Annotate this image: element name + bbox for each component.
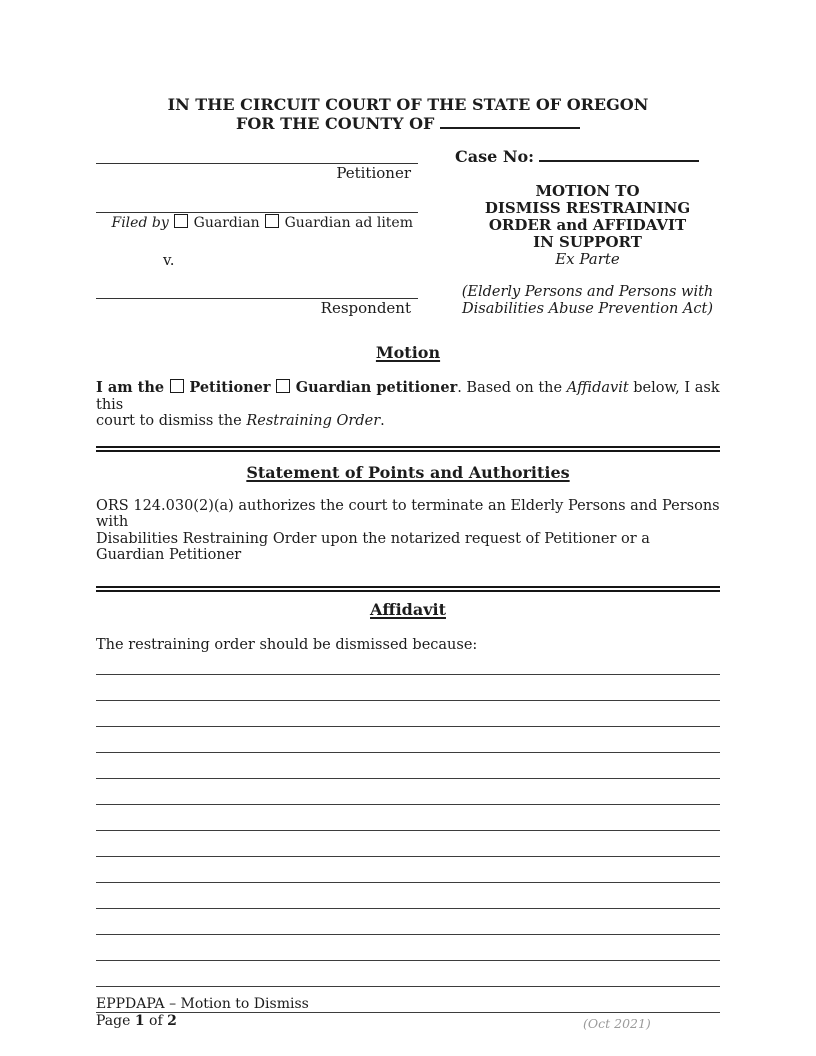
affidavit-prompt: The restraining order should be dismissed because:	[96, 636, 478, 653]
document-title	[455, 183, 720, 251]
restraining-order-word: Restraining Order	[246, 413, 381, 429]
page-number-row	[96, 1013, 720, 1030]
act-name-line2: Disabilities Abuse Prevention Act)	[462, 300, 713, 317]
statement-line2: Disabilities Restraining Order upon the notarized request of Petitioner or a Guardian Petitioner	[96, 530, 650, 563]
statement-paragraph	[96, 498, 720, 564]
of-word: of	[149, 1013, 163, 1029]
motion-period: .	[380, 413, 385, 429]
section-divider-2	[96, 586, 720, 592]
motion-line2-start: court to dismiss the	[96, 413, 242, 429]
act-name-line1: (Elderly Persons and Persons with	[461, 284, 714, 300]
affidavit-blank-line[interactable]	[96, 935, 720, 961]
motion-text-after-options: . Based on the	[457, 380, 563, 396]
guardian-petitioner-option-label: Guardian petitioner	[295, 379, 458, 396]
ex-parte-label: Ex Parte	[555, 250, 620, 268]
case-caption	[96, 147, 720, 317]
motion-paragraph	[96, 379, 720, 430]
affidavit-blank-line[interactable]	[96, 909, 720, 935]
affidavit-lines	[96, 654, 720, 1013]
title-line-4: IN SUPPORT	[533, 233, 642, 251]
revision-date: (Oct 2021)	[583, 1016, 651, 1031]
case-number-row	[455, 147, 720, 166]
versus-label: v.	[163, 251, 175, 269]
filed-by-row	[96, 213, 418, 233]
title-line-2: DISMISS RESTRAINING	[484, 199, 691, 217]
affidavit-word: Affidavit	[566, 380, 629, 396]
page-word: Page	[96, 1013, 131, 1029]
filed-by-label: Filed by	[111, 215, 169, 231]
court-header	[96, 95, 720, 133]
case-no-label: Case No:	[455, 147, 535, 166]
caption-parties	[96, 147, 418, 317]
guardian-label: Guardian	[193, 215, 260, 231]
court-header-line2	[96, 114, 720, 133]
affidavit-blank-line[interactable]	[96, 779, 720, 805]
affidavit-heading: Affidavit	[370, 599, 446, 619]
form-id: EPPDAPA – Motion to Dismiss	[96, 996, 309, 1012]
title-line-3: ORDER and AFFIDAVIT	[488, 216, 687, 234]
petitioner-checkbox[interactable]	[170, 379, 184, 393]
affidavit-blank-line[interactable]	[96, 727, 720, 753]
guardian-petitioner-checkbox[interactable]	[276, 379, 290, 393]
page-number: 1	[134, 1013, 145, 1029]
statement-heading: Statement of Points and Authorities	[246, 462, 570, 482]
petitioner-option-label: Petitioner	[189, 379, 271, 396]
guardian-checkbox[interactable]	[174, 214, 188, 228]
county-prefix: FOR THE COUNTY OF	[236, 114, 435, 133]
affidavit-blank-line[interactable]	[96, 805, 720, 831]
guardian-ad-litem-label: Guardian ad litem	[284, 215, 413, 231]
i-am-the-text: I am the	[96, 379, 165, 396]
statement-line1: ORS 124.030(2)(a) authorizes the court to terminate an Elderly Persons and Persons with	[96, 497, 720, 530]
county-name-blank[interactable]	[440, 114, 580, 129]
petitioner-label: Petitioner	[336, 164, 411, 182]
guardian-ad-litem-checkbox[interactable]	[265, 214, 279, 228]
affidavit-blank-line[interactable]	[96, 654, 720, 675]
respondent-label: Respondent	[320, 299, 411, 317]
affidavit-blank-line[interactable]	[96, 857, 720, 883]
title-line-1: MOTION TO	[535, 182, 640, 200]
caption-title-column	[455, 147, 720, 317]
affidavit-blank-line[interactable]	[96, 961, 720, 987]
act-name	[455, 284, 720, 317]
page-total: 2	[167, 1013, 177, 1029]
affidavit-blank-line[interactable]	[96, 753, 720, 779]
affidavit-blank-line[interactable]	[96, 831, 720, 857]
motion-line1-end: below, I ask this	[96, 380, 720, 413]
case-number-blank[interactable]	[539, 147, 699, 162]
affidavit-blank-line[interactable]	[96, 701, 720, 727]
motion-heading: Motion	[375, 343, 441, 362]
page-footer	[96, 996, 720, 1030]
section-divider-1	[96, 446, 720, 452]
affidavit-blank-line[interactable]	[96, 883, 720, 909]
affidavit-blank-line[interactable]	[96, 675, 720, 701]
court-header-line1: IN THE CIRCUIT COURT OF THE STATE OF OREGON	[167, 95, 649, 114]
